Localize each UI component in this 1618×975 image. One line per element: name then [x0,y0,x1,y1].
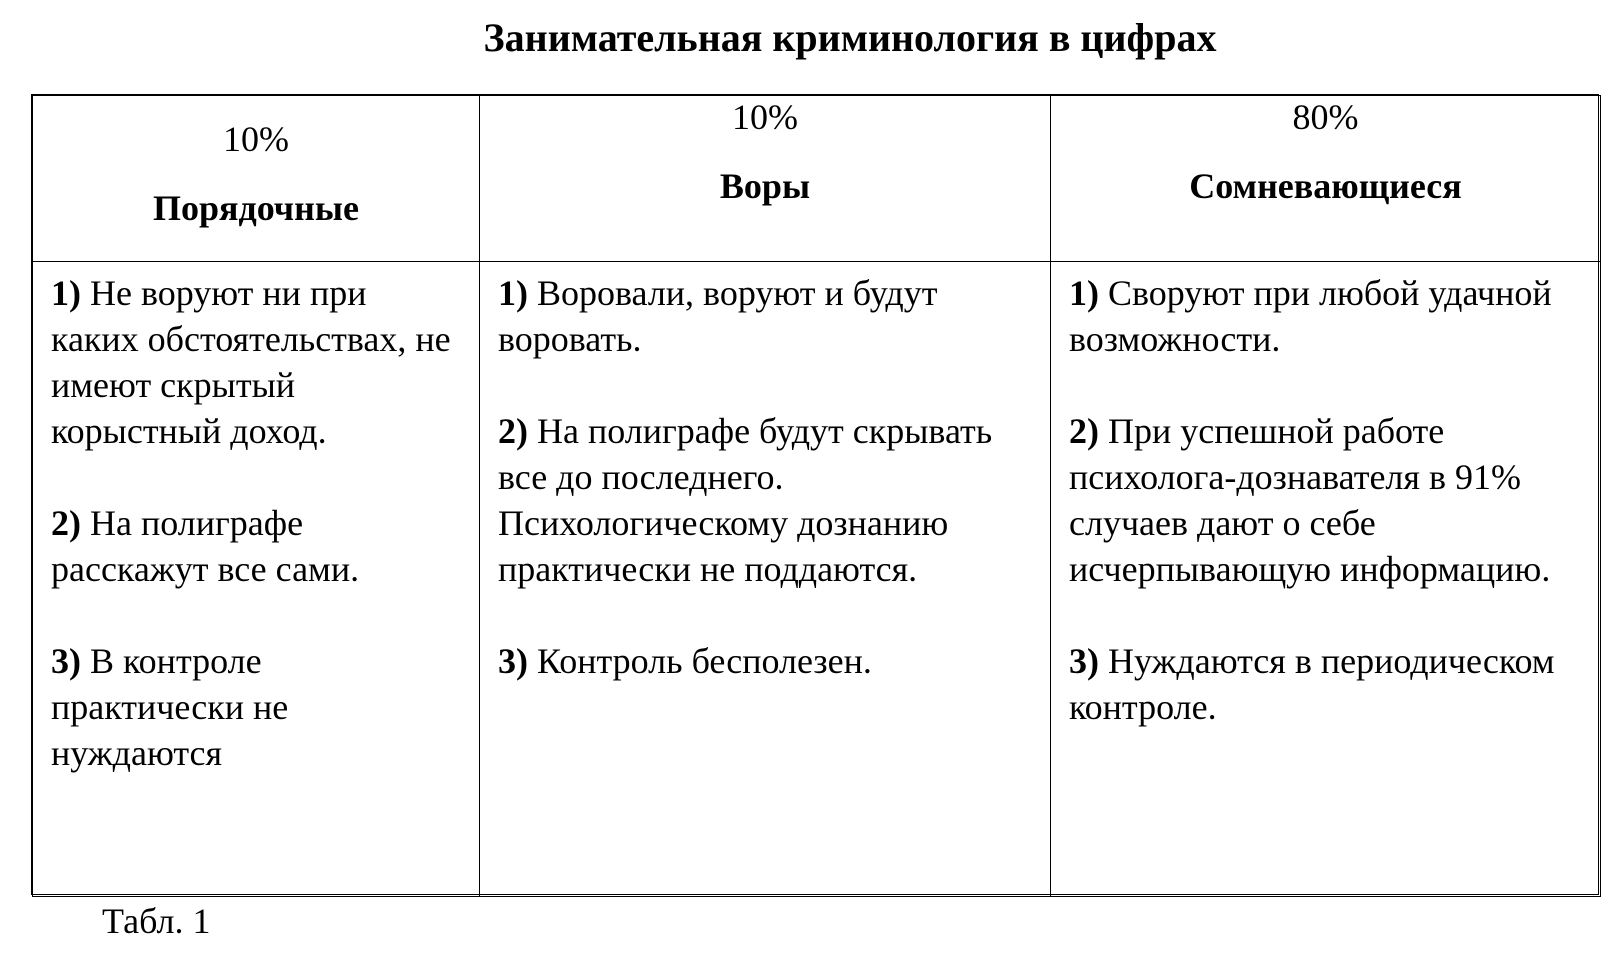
header-cell-doubters [1051,96,1601,262]
group-name-doubters: Сомневающиеся [1189,166,1462,207]
header-cell-decent [33,96,480,262]
item-number: 2) [51,503,81,543]
item-text: Своруют при любой удачной возможности. [1069,273,1552,359]
list-item [1069,638,1582,730]
table-header-row [33,96,1601,262]
item-text: В контроле практически не нуждаются [51,641,289,773]
item-number: 1) [51,273,81,313]
header-cell-thieves [480,96,1051,262]
list-item [1069,270,1582,362]
item-text: На полиграфе будут скрывать все до последнего. Психологическому дознанию практически не поддаются. [498,411,993,589]
percent-thieves: 10% [732,97,798,137]
group-name-decent: Порядочные [153,188,359,229]
item-text: При успешной работе психолога-дознавателя в 91% случаев дают о себе исчерпывающую информацию. [1069,411,1551,589]
body-cell-decent [33,262,480,897]
item-number: 2) [1069,411,1099,451]
item-text: Контроль бесполезен. [537,641,872,681]
criminology-table-grid [32,95,1601,897]
item-number: 3) [498,641,528,681]
item-number: 1) [1069,273,1099,313]
list-item [51,500,461,592]
item-text: На полиграфе расскажут все сами. [51,503,360,589]
table-caption: Табл. 1 [102,901,211,941]
list-item [498,270,1032,362]
percent-doubters: 80% [1292,97,1359,137]
body-cell-doubters [1051,262,1601,897]
item-number: 2) [498,411,528,451]
list-item [51,638,461,776]
page-title: Занимательная криминология в цифрах [483,15,1217,60]
body-cell-thieves [480,262,1051,897]
list-item [498,408,1032,592]
list-item [498,638,1032,684]
item-number: 1) [498,273,528,313]
group-name-thieves: Воры [719,166,811,207]
item-text: Не воруют ни при каких обстоятельствах, не имеют скрытый корыстный доход. [51,273,451,451]
item-text: Нуждаются в периодическом контроле. [1069,641,1555,727]
list-item [51,270,461,454]
item-number: 3) [51,641,81,681]
list-item [1069,408,1582,592]
criminology-table [31,94,1599,895]
item-text: Воровали, воруют и будут воровать. [498,273,938,359]
percent-decent: 10% [223,119,289,159]
table-body-row [33,262,1601,897]
item-number: 3) [1069,641,1099,681]
